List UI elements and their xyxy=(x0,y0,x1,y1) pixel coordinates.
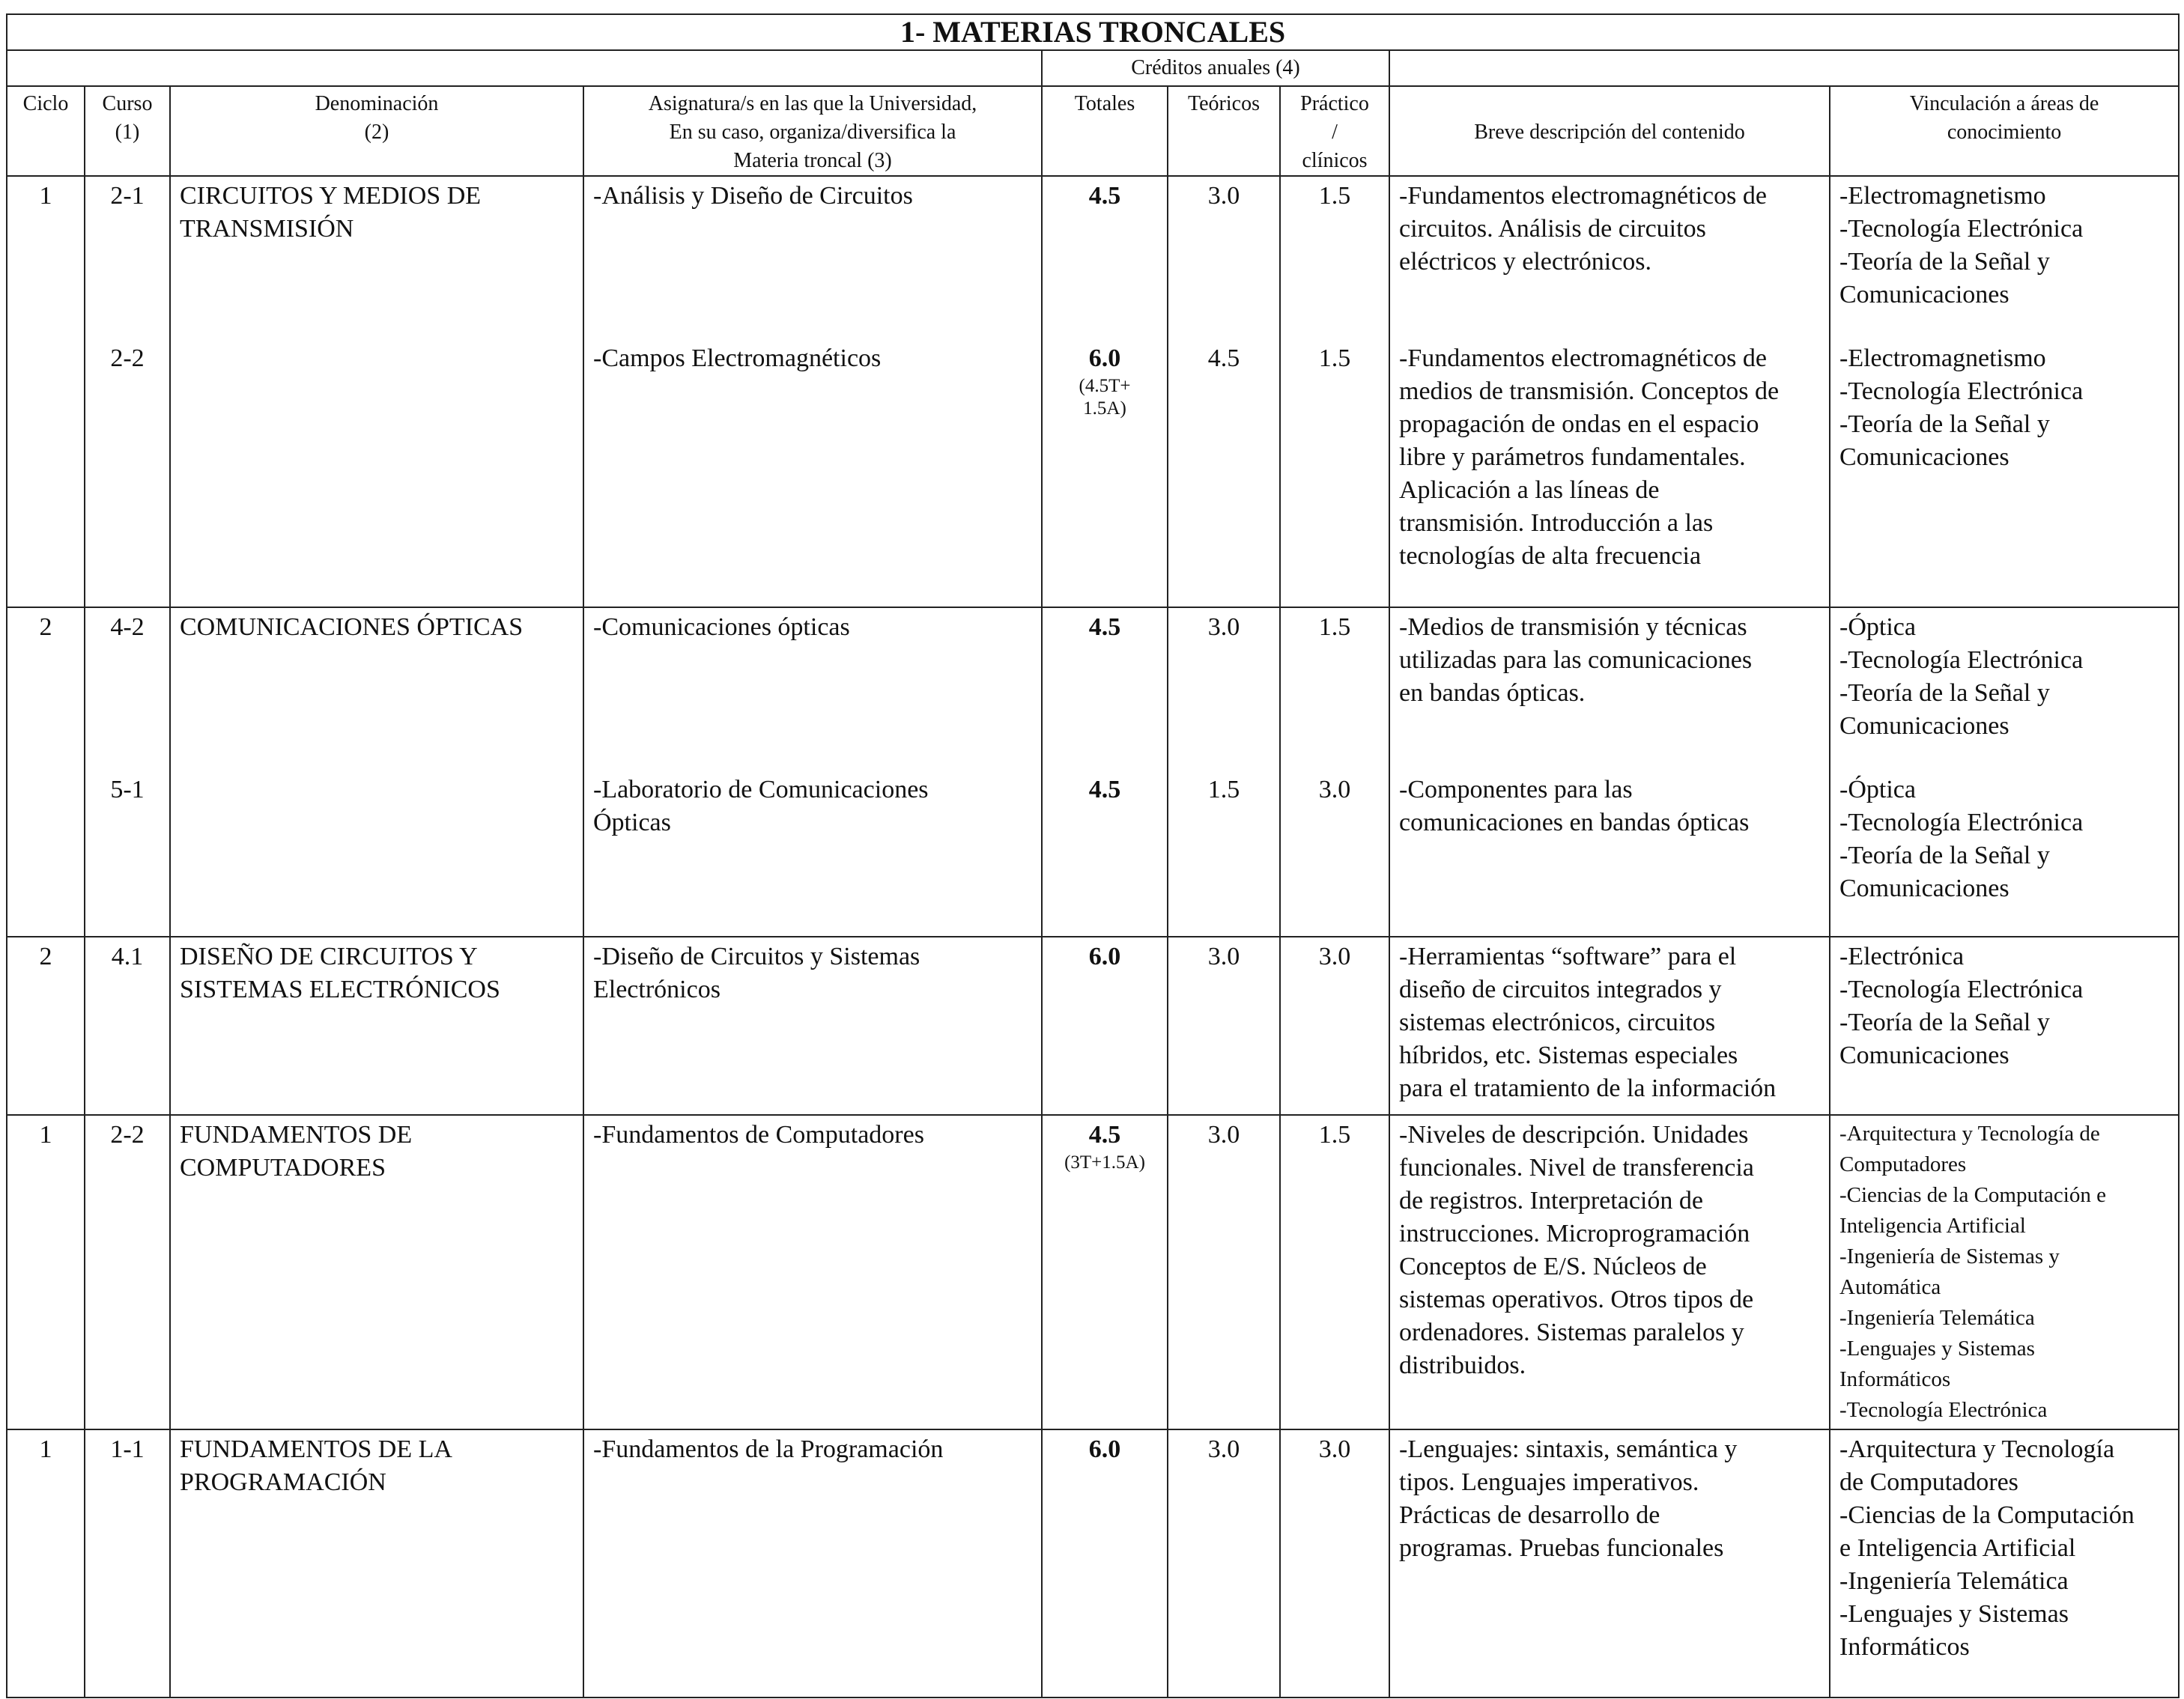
asignatura-cell-content xyxy=(593,1119,1032,1152)
asignatura-cell xyxy=(583,176,1042,339)
asignatura-cell-content xyxy=(593,342,1032,375)
totales-value: 6.0 xyxy=(1088,943,1121,970)
descripcion-line: Prácticas de desarrollo de xyxy=(1399,1501,1660,1529)
materias-troncales-sheet xyxy=(6,13,2178,1698)
totales-note: 1.5A) xyxy=(1083,398,1126,419)
header-asignatura-line: Materia troncal (3) xyxy=(733,149,892,172)
header-asignatura-line: Asignatura/s en las que la Universidad, xyxy=(648,92,977,115)
curso-value: 2-2 xyxy=(110,344,145,372)
vinculacion-line: -Ingeniería Telemática xyxy=(1839,1306,2035,1330)
table-body xyxy=(7,176,2179,1698)
vinculacion-line: -Ciencias de la Computación xyxy=(1839,1501,2135,1529)
curso-value: 2-1 xyxy=(110,182,145,210)
totales-cell xyxy=(1042,1429,1168,1698)
asignatura-cell xyxy=(583,1429,1042,1698)
creditos-header: Créditos anuales (4) xyxy=(1042,50,1389,86)
denominacion-line: FUNDAMENTOS DE xyxy=(180,1121,413,1149)
vinculacion-line: Informáticos xyxy=(1839,1633,1970,1661)
teoricos-value: 3.0 xyxy=(1207,613,1240,641)
vinculacion-line: -Teoría de la Señal y xyxy=(1839,1009,2050,1036)
asignatura-line: -Fundamentos de la Programación xyxy=(593,1435,944,1463)
descripcion-line: propagación de ondas en el espacio xyxy=(1399,410,1759,438)
header-practicos-line: / xyxy=(1332,121,1338,144)
vinculacion-cell-content xyxy=(1839,342,2169,474)
teoricos-value: 3.0 xyxy=(1207,1435,1240,1463)
descripcion-line: -Fundamentos electromagnéticos de xyxy=(1399,182,1767,210)
descripcion-line: de registros. Interpretación de xyxy=(1399,1187,1703,1215)
vinculacion-line: -Electrónica xyxy=(1839,943,1965,970)
table-title: 1- MATERIAS TRONCALES xyxy=(7,14,2179,50)
ciclo-value: 1 xyxy=(39,182,52,210)
vinculacion-cell xyxy=(1830,607,2179,771)
header-teoricos-label: Teóricos xyxy=(1187,92,1260,115)
vinculacion-line: -Lenguajes y Sistemas xyxy=(1839,1600,2069,1628)
curso-cell xyxy=(85,1429,170,1698)
descripcion-line: para el tratamiento de la información xyxy=(1399,1075,1777,1102)
vinculacion-line: -Teoría de la Señal y xyxy=(1839,410,2050,438)
denominacion-cell xyxy=(170,1429,583,1698)
vinculacion-cell-content xyxy=(1839,1119,2169,1426)
practicos-value: 3.0 xyxy=(1318,943,1351,970)
asignatura-cell xyxy=(583,607,1042,771)
header-denominacion-note: (2) xyxy=(364,121,389,144)
descripcion-line: libre y parámetros fundamentales. xyxy=(1399,443,1746,471)
teoricos-value: 3.0 xyxy=(1207,182,1240,210)
vinculacion-cell-content xyxy=(1839,940,2169,1072)
practicos-value: 1.5 xyxy=(1318,182,1351,210)
practicos-value: 3.0 xyxy=(1318,776,1351,803)
ciclo-value: 1 xyxy=(39,1435,52,1463)
teoricos-cell xyxy=(1168,607,1280,771)
descripcion-line: funcionales. Nivel de transferencia xyxy=(1399,1154,1754,1182)
header-totales xyxy=(1042,86,1168,176)
vinculacion-line: -Arquitectura y Tecnología xyxy=(1839,1435,2115,1463)
curso-cell xyxy=(85,771,170,937)
practicos-cell xyxy=(1280,176,1389,339)
ciclo-cell xyxy=(7,1115,85,1429)
asignatura-line: -Análisis y Diseño de Circuitos xyxy=(593,182,913,210)
denominacion-cell xyxy=(170,1115,583,1429)
table-row xyxy=(7,1115,2179,1429)
vinculacion-cell-content xyxy=(1839,180,2169,311)
vinculacion-line: -Óptica xyxy=(1839,613,1916,641)
denominacion-line: DISEÑO DE CIRCUITOS Y xyxy=(180,943,478,970)
credits-row xyxy=(7,50,2179,86)
vinculacion-line: -Teoría de la Señal y xyxy=(1839,842,2050,869)
totales-cell xyxy=(1042,607,1168,771)
descripcion-line: -Componentes para las xyxy=(1399,776,1633,803)
vinculacion-line: Comunicaciones xyxy=(1839,443,2009,471)
totales-value: 4.5 xyxy=(1088,613,1121,641)
practicos-cell xyxy=(1280,607,1389,771)
header-curso-note: (1) xyxy=(115,121,140,144)
header-asignatura-line: En su caso, organiza/diversifica la xyxy=(669,121,956,144)
ciclo-value: 1 xyxy=(39,1121,52,1149)
header-teoricos xyxy=(1168,86,1280,176)
vinculacion-line: de Computadores xyxy=(1839,1468,2018,1496)
denominacion-line: SISTEMAS ELECTRÓNICOS xyxy=(180,976,500,1003)
header-row xyxy=(7,86,2179,176)
header-practicos-line: clínicos xyxy=(1302,149,1368,172)
descripcion-line: -Fundamentos electromagnéticos de xyxy=(1399,344,1767,372)
totales-note: (3T+1.5A) xyxy=(1064,1152,1145,1173)
descripcion-cell-content xyxy=(1399,1433,1820,1565)
descripcion-cell-content xyxy=(1399,180,1820,279)
header-descripcion xyxy=(1389,86,1830,176)
vinculacion-line: -Electromagnetismo xyxy=(1839,182,2046,210)
asignatura-line: -Campos Electromagnéticos xyxy=(593,344,882,372)
asignatura-cell-content xyxy=(593,1433,1032,1466)
curso-cell xyxy=(85,176,170,339)
vinculacion-line: Inteligencia Artificial xyxy=(1839,1214,2026,1238)
credits-spacer-left xyxy=(7,50,1042,86)
asignatura-cell-content xyxy=(593,611,1032,644)
vinculacion-line: -Electromagnetismo xyxy=(1839,344,2046,372)
header-vinculacion-line: Vinculación a áreas de xyxy=(1909,92,2099,115)
table-row xyxy=(7,1429,2179,1698)
descripcion-line: sistemas electrónicos, circuitos xyxy=(1399,1009,1716,1036)
totales-cell xyxy=(1042,771,1168,937)
totales-cell xyxy=(1042,937,1168,1115)
descripcion-cell-content xyxy=(1399,940,1820,1105)
table-row xyxy=(7,937,2179,1115)
denominacion-line: FUNDAMENTOS DE LA xyxy=(180,1435,452,1463)
header-denominacion-label: Denominación xyxy=(315,92,439,115)
vinculacion-line: -Ingeniería Telemática xyxy=(1839,1567,2069,1595)
totales-value: 6.0 xyxy=(1088,1435,1121,1463)
denominacion-line: COMUNICACIONES ÓPTICAS xyxy=(180,613,524,641)
descripcion-line: distribuidos. xyxy=(1399,1352,1526,1379)
header-ciclo-label: Ciclo xyxy=(22,92,69,115)
header-practicos-line: Práctico xyxy=(1300,92,1369,115)
totales-cell xyxy=(1042,176,1168,339)
descripcion-cell-content xyxy=(1399,1119,1820,1382)
descripcion-cell-content xyxy=(1399,342,1820,573)
descripcion-cell xyxy=(1389,339,1830,607)
teoricos-cell xyxy=(1168,1429,1280,1698)
ciclo-value: 2 xyxy=(39,613,52,641)
denominacion-line: COMPUTADORES xyxy=(180,1154,386,1182)
curso-value: 4.1 xyxy=(111,943,144,970)
descripcion-line: -Medios de transmisión y técnicas xyxy=(1399,613,1747,641)
practicos-value: 1.5 xyxy=(1318,613,1351,641)
descripcion-line: -Lenguajes: sintaxis, semántica y xyxy=(1399,1435,1738,1463)
descripcion-cell xyxy=(1389,607,1830,771)
vinculacion-line: -Lenguajes y Sistemas xyxy=(1839,1337,2035,1361)
vinculacion-line: e Inteligencia Artificial xyxy=(1839,1534,2076,1562)
curso-value: 1-1 xyxy=(110,1435,145,1463)
curso-cell xyxy=(85,937,170,1115)
vinculacion-line: -Tecnología Electrónica xyxy=(1839,976,2084,1003)
totales-value: 4.5 xyxy=(1088,182,1121,210)
descripcion-line: utilizadas para las comunicaciones xyxy=(1399,646,1753,674)
descripcion-line: híbridos, etc. Sistemas especiales xyxy=(1399,1042,1738,1069)
descripcion-line: tipos. Lenguajes imperativos. xyxy=(1399,1468,1699,1496)
denominacion-cell xyxy=(170,607,583,937)
practicos-value: 1.5 xyxy=(1318,1121,1351,1149)
asignatura-line: -Fundamentos de Computadores xyxy=(593,1121,924,1149)
vinculacion-line: -Arquitectura y Tecnología de xyxy=(1839,1122,2100,1146)
totales-note: (4.5T+ xyxy=(1079,376,1131,396)
table-row xyxy=(7,176,2179,339)
descripcion-line: ordenadores. Sistemas paralelos y xyxy=(1399,1319,1744,1346)
header-practicos xyxy=(1280,86,1389,176)
credits-spacer-right xyxy=(1389,50,2179,86)
curso-cell xyxy=(85,607,170,771)
asignatura-line: Electrónicos xyxy=(593,976,721,1003)
header-ciclo xyxy=(7,86,85,176)
header-totales-label: Totales xyxy=(1074,92,1135,115)
asignatura-cell xyxy=(583,1115,1042,1429)
descripcion-line: instrucciones. Microprogramación xyxy=(1399,1220,1750,1247)
practicos-cell xyxy=(1280,339,1389,607)
curso-value: 2-2 xyxy=(110,1121,145,1149)
denominacion-cell xyxy=(170,176,583,607)
teoricos-cell xyxy=(1168,771,1280,937)
totales-value: 4.5 xyxy=(1088,776,1121,803)
descripcion-line: eléctricos y electrónicos. xyxy=(1399,248,1652,276)
totales-cell xyxy=(1042,339,1168,607)
teoricos-value: 1.5 xyxy=(1207,776,1240,803)
asignatura-cell xyxy=(583,339,1042,607)
descripcion-cell-content xyxy=(1399,773,1820,839)
teoricos-value: 4.5 xyxy=(1207,344,1240,372)
practicos-cell xyxy=(1280,937,1389,1115)
denominacion-line: TRANSMISIÓN xyxy=(180,215,354,243)
asignatura-line: Ópticas xyxy=(593,809,671,836)
asignatura-cell-content xyxy=(593,940,1032,1006)
vinculacion-cell xyxy=(1830,937,2179,1115)
vinculacion-line: -Teoría de la Señal y xyxy=(1839,248,2050,276)
header-descripcion-label: Breve descripción del contenido xyxy=(1474,121,1745,144)
asignatura-cell xyxy=(583,937,1042,1115)
vinculacion-line: Computadores xyxy=(1839,1152,1967,1176)
descripcion-line: programas. Pruebas funcionales xyxy=(1399,1534,1724,1562)
header-curso-label: Curso xyxy=(102,92,153,115)
vinculacion-cell-content xyxy=(1839,773,2169,905)
header-asignatura xyxy=(583,86,1042,176)
ciclo-cell xyxy=(7,176,85,607)
teoricos-cell xyxy=(1168,176,1280,339)
vinculacion-line: Comunicaciones xyxy=(1839,281,2009,309)
ciclo-cell xyxy=(7,937,85,1115)
asignatura-cell-content xyxy=(593,773,1032,839)
practicos-value: 1.5 xyxy=(1318,344,1351,372)
totales-cell xyxy=(1042,1115,1168,1429)
title-row xyxy=(7,14,2179,50)
asignatura-line: -Laboratorio de Comunicaciones xyxy=(593,776,929,803)
descripcion-line: comunicaciones en bandas ópticas xyxy=(1399,809,1750,836)
teoricos-value: 3.0 xyxy=(1207,1121,1240,1149)
vinculacion-line: -Tecnología Electrónica xyxy=(1839,646,2084,674)
denominacion-cell xyxy=(170,937,583,1115)
vinculacion-line: -Tecnología Electrónica xyxy=(1839,809,2084,836)
vinculacion-line: -Tecnología Electrónica xyxy=(1839,377,2084,405)
asignatura-cell xyxy=(583,771,1042,937)
teoricos-cell xyxy=(1168,339,1280,607)
header-denominacion xyxy=(170,86,583,176)
teoricos-value: 3.0 xyxy=(1207,943,1240,970)
vinculacion-line: -Teoría de la Señal y xyxy=(1839,679,2050,707)
vinculacion-line: -Tecnología Electrónica xyxy=(1839,1398,2048,1422)
ciclo-cell xyxy=(7,607,85,937)
descripcion-line: transmisión. Introducción a las xyxy=(1399,509,1714,537)
descripcion-line: tecnologías de alta frecuencia xyxy=(1399,542,1702,570)
practicos-cell xyxy=(1280,771,1389,937)
ciclo-cell xyxy=(7,1429,85,1698)
vinculacion-line: Comunicaciones xyxy=(1839,712,2009,740)
asignatura-line: -Diseño de Circuitos y Sistemas xyxy=(593,943,920,970)
vinculacion-line: -Ciencias de la Computación e xyxy=(1839,1183,2106,1207)
descripcion-line: Aplicación a las líneas de xyxy=(1399,476,1660,504)
teoricos-cell xyxy=(1168,1115,1280,1429)
curso-value: 4-2 xyxy=(110,613,145,641)
descripcion-cell xyxy=(1389,937,1830,1115)
curso-cell xyxy=(85,1115,170,1429)
header-vinculacion-line: conocimiento xyxy=(1947,121,2062,144)
descripcion-line: sistemas operativos. Otros tipos de xyxy=(1399,1286,1754,1313)
vinculacion-line: -Óptica xyxy=(1839,776,1916,803)
vinculacion-line: -Tecnología Electrónica xyxy=(1839,215,2084,243)
descripcion-cell-content xyxy=(1399,611,1820,710)
vinculacion-cell-content xyxy=(1839,611,2169,743)
vinculacion-line: Informáticos xyxy=(1839,1367,1951,1391)
asignatura-cell-content xyxy=(593,180,1032,213)
ciclo-value: 2 xyxy=(39,943,52,970)
descripcion-line: diseño de circuitos integrados y xyxy=(1399,976,1722,1003)
header-curso xyxy=(85,86,170,176)
vinculacion-cell xyxy=(1830,339,2179,607)
practicos-cell xyxy=(1280,1429,1389,1698)
asignatura-line: -Comunicaciones ópticas xyxy=(593,613,850,641)
vinculacion-cell xyxy=(1830,1429,2179,1698)
vinculacion-cell xyxy=(1830,771,2179,937)
descripcion-cell xyxy=(1389,771,1830,937)
vinculacion-line: Comunicaciones xyxy=(1839,875,2009,902)
practicos-value: 3.0 xyxy=(1318,1435,1351,1463)
descripcion-cell xyxy=(1389,1115,1830,1429)
vinculacion-line: Comunicaciones xyxy=(1839,1042,2009,1069)
practicos-cell xyxy=(1280,1115,1389,1429)
descripcion-line: -Niveles de descripción. Unidades xyxy=(1399,1121,1749,1149)
descripcion-cell xyxy=(1389,176,1830,339)
descripcion-cell xyxy=(1389,1429,1830,1698)
teoricos-cell xyxy=(1168,937,1280,1115)
denominacion-line: CIRCUITOS Y MEDIOS DE xyxy=(180,182,482,210)
descripcion-line: Conceptos de E/S. Núcleos de xyxy=(1399,1253,1707,1280)
vinculacion-cell xyxy=(1830,176,2179,339)
descripcion-line: circuitos. Análisis de circuitos xyxy=(1399,215,1706,243)
descripcion-line: en bandas ópticas. xyxy=(1399,679,1586,707)
curso-cell xyxy=(85,339,170,607)
header-vinculacion xyxy=(1830,86,2179,176)
vinculacion-line: -Ingeniería de Sistemas y xyxy=(1839,1244,2060,1268)
curso-value: 5-1 xyxy=(110,776,145,803)
totales-value: 6.0 xyxy=(1088,344,1121,372)
descripcion-line: medios de transmisión. Conceptos de xyxy=(1399,377,1780,405)
denominacion-line: PROGRAMACIÓN xyxy=(180,1468,386,1496)
materias-table xyxy=(6,13,2180,1698)
table-row xyxy=(7,607,2179,771)
totales-value: 4.5 xyxy=(1088,1121,1121,1149)
vinculacion-cell xyxy=(1830,1115,2179,1429)
vinculacion-cell-content xyxy=(1839,1433,2169,1664)
vinculacion-line: Automática xyxy=(1839,1275,1941,1299)
descripcion-line: -Herramientas “software” para el xyxy=(1399,943,1737,970)
